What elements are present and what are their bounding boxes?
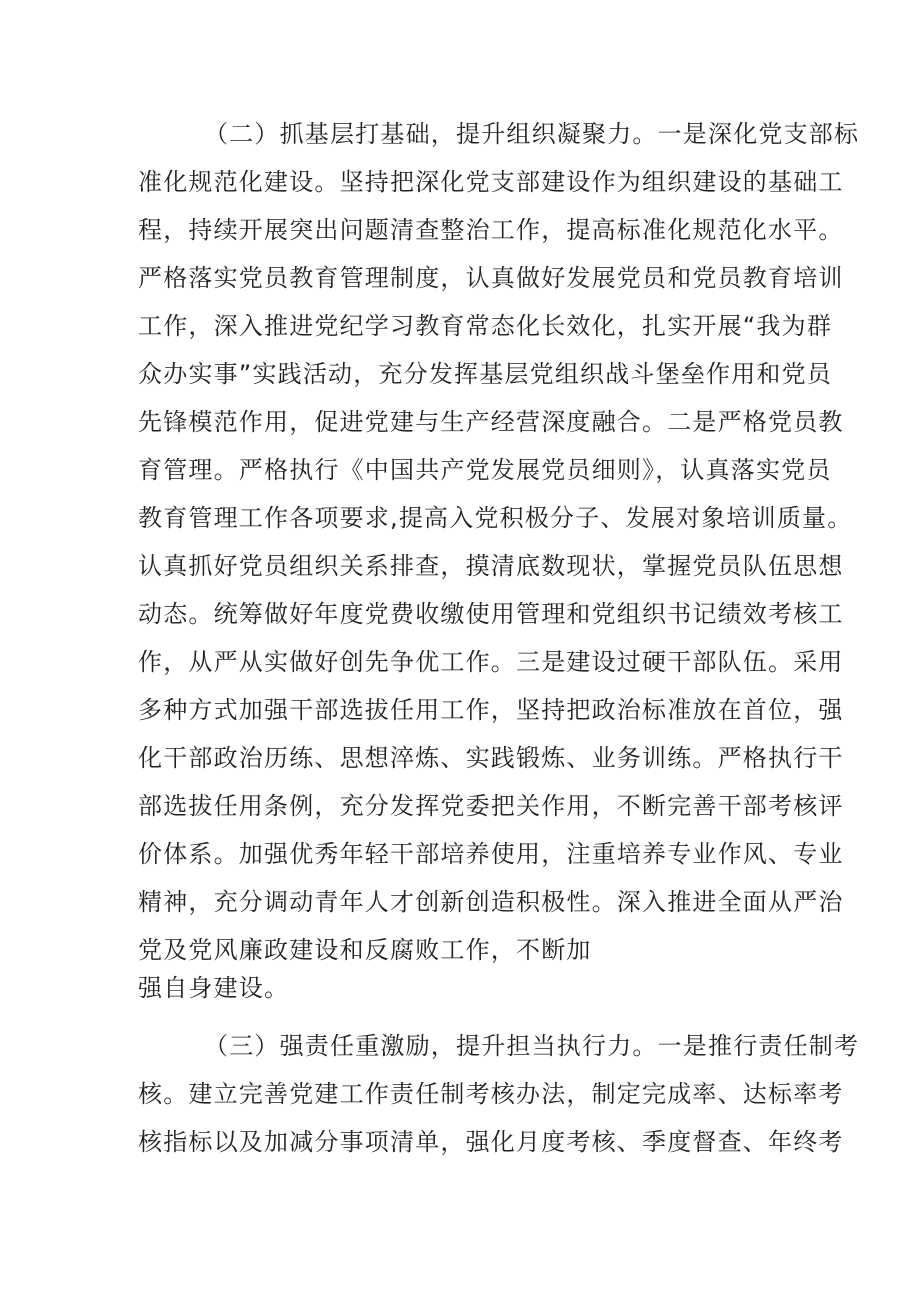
paragraph-line: 价体系。加强优秀年轻干部培养使用，注重培养专业作风、专业 xyxy=(138,840,844,868)
paragraph-line: 认真抓好党员组织关系排查，摸清底数现状，掌握党员队伍思想 xyxy=(138,552,844,580)
section-2-heading-line: （二）抓基层打基础，提升组织凝聚力。一是深化党支部标 xyxy=(204,120,860,148)
section-3-heading-line: （三）强责任重激励，提升担当执行力。一是推行责任制考 xyxy=(204,1032,860,1060)
paragraph-line: 核。建立完善党建工作责任制考核办法，制定完成率、达标率考 xyxy=(138,1080,844,1108)
paragraph-line: 强自身建设。 xyxy=(138,974,290,1002)
paragraph-line: 程，持续开展突出问题清查整治工作，提高标准化规范化水平。 xyxy=(138,216,844,244)
paragraph-line: 精神，充分调动青年人才创新创造积极性。深入推进全面从严治 xyxy=(138,888,844,916)
paragraph-line: 党及党风廉政建设和反腐败工作，不断加 xyxy=(138,936,592,964)
paragraph-line: 化干部政治历练、思想淬炼、实践锻炼、业务训练。严格执行干 xyxy=(138,744,844,772)
paragraph-line: 准化规范化建设。坚持把深化党支部建设作为组织建设的基础工 xyxy=(138,168,844,196)
paragraph-line: 动态。统筹做好年度党费收缴使用管理和党组织书记绩效考核工 xyxy=(138,600,844,628)
paragraph-line: 教育管理工作各项要求,提高入党积极分子、发展对象培训质量。 xyxy=(138,504,853,532)
paragraph-line: 育管理。严格执行《中国共产党发展党员细则》，认真落实党员 xyxy=(138,456,832,484)
paragraph-line: 部选拔任用条例，充分发挥党委把关作用，不断完善干部考核评 xyxy=(138,792,844,820)
paragraph-line: 严格落实党员教育管理制度，认真做好发展党员和党员教育培训 xyxy=(138,264,844,292)
paragraph-line: 核指标以及加减分事项清单，强化月度考核、季度督查、年终考 xyxy=(138,1128,844,1156)
paragraph-line: 多种方式加强干部选拔任用工作，坚持把政治标准放在首位，强 xyxy=(138,696,844,724)
paragraph-line: 先锋模范作用，促进党建与生产经营深度融合。二是严格党员教 xyxy=(138,408,844,436)
paragraph-line: 工作，深入推进党纪学习教育常态化长效化，扎实开展“我为群 xyxy=(138,312,833,340)
paragraph-line: 作，从严从实做好创先争优工作。三是建设过硬干部队伍。采用 xyxy=(138,648,844,676)
paragraph-line: 众办实事”实践活动，充分发挥基层党组织战斗堡垒作用和党员 xyxy=(138,360,833,388)
